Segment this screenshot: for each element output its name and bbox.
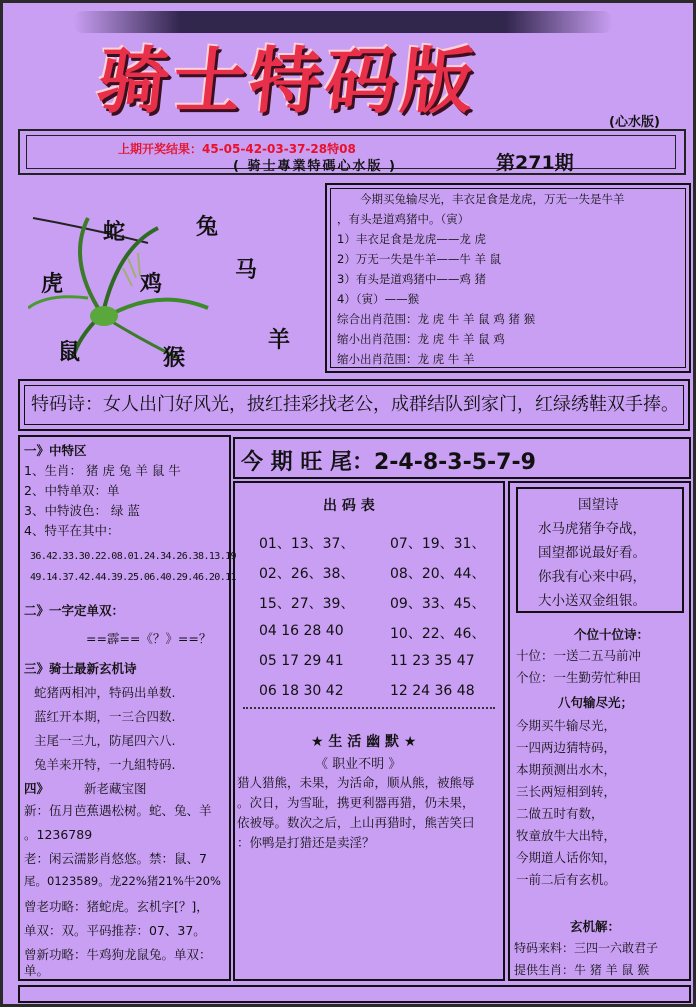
number-cell: 11 23 35 47 xyxy=(390,653,475,669)
text-line: 尾。0123589。龙22%猪21%牛20% xyxy=(24,874,221,888)
divider xyxy=(243,707,495,709)
puzzle-line: 3）有头是道鸡猪中——鸡 猪 xyxy=(337,272,486,286)
number-cell: 07、19、31、 xyxy=(390,536,486,552)
zodiac-monkey: 猴 xyxy=(163,346,186,371)
poem-line: 今期买牛输尽光， xyxy=(516,718,617,733)
humor-line: 。次日，为雪耻，携更利器再猎，仍未果， xyxy=(237,795,475,810)
special-poem-box xyxy=(18,379,690,431)
text-line: 单双：双。平码推荐：07、37。 xyxy=(24,923,206,938)
puzzle-line: 缩小出肖范围：龙 虎 牛 羊 鼠 鸡 xyxy=(337,332,505,346)
number-cell: 08、20、44、 xyxy=(390,566,486,582)
list-item: 1、生肖： 猪 虎 兔 羊 鼠 牛 xyxy=(24,463,181,478)
number-cell: 15、27、39、 xyxy=(259,596,355,612)
zodiac-rabbit: 兔 xyxy=(196,215,219,240)
section-title: 一》中特区 xyxy=(24,443,87,458)
zodiac-tiger: 虎 xyxy=(41,272,64,297)
text-line: 曾老功略：猪蛇虎。玄机字[？]， xyxy=(24,899,209,914)
hot-tail-box xyxy=(233,437,691,479)
list-item: 4、特平在其中： xyxy=(24,523,120,538)
edition-label: (心水版) xyxy=(609,115,660,130)
number-cell: 10、22、46、 xyxy=(390,626,486,642)
section-title: 玄机解： xyxy=(570,919,621,934)
poem-line: 本期预测出水木， xyxy=(516,762,617,777)
text-line: 个位：一生勤劳忙种田 xyxy=(516,670,642,685)
text-line: 曾新功略：牛鸡狗龙鼠兔。单双： xyxy=(24,947,212,962)
poem-line: 一前二后有玄机。 xyxy=(516,872,617,887)
puzzle-line: 2）万无一失是牛羊——牛 羊 鼠 xyxy=(337,252,502,266)
poem-line: 蛇猪两相冲，特码出单数. xyxy=(34,685,176,700)
zodiac-snake: 蛇 xyxy=(103,220,126,245)
poem-line: 大小送双金组银。 xyxy=(538,593,646,609)
list-item: 2、中特单双：单 xyxy=(24,483,120,498)
section-title: 个位十位诗： xyxy=(574,627,650,642)
humor-subtitle: 《 职业不明 》 xyxy=(315,757,402,772)
page-title: 骑士特码版 xyxy=(92,39,482,123)
puzzle-box xyxy=(325,183,691,373)
poem-title: 国望诗 xyxy=(578,497,619,513)
hot-tail-numbers: 今 期 旺 尾：2-4-8-3-5-7-9 xyxy=(241,450,536,475)
number-cell: 02、26、38、 xyxy=(259,566,355,582)
puzzle-line: 缩小出肖范围：龙 虎 牛 羊 xyxy=(337,352,475,366)
puzzle-line: 1）丰衣足食是龙虎——龙 虎 xyxy=(337,232,486,246)
text-line: 单。 xyxy=(24,963,50,978)
list-item: 3、中特波色： 绿 蓝 xyxy=(24,503,140,518)
poem-line: 主尾一三九，防尾四六八. xyxy=(34,733,176,748)
footer-bar xyxy=(18,985,691,1003)
text-line: 。1236789 xyxy=(24,827,93,842)
special-poem: 特码诗：女人出门好风光，披红挂彩找老公，成群结队到家门，红绿绣鞋双手捧。 xyxy=(24,385,684,425)
issue-number: 第271期 xyxy=(496,152,574,174)
text-line: 老：闲云濡影肖悠悠。禁：鼠、7 xyxy=(24,851,207,866)
number-cell: 09、33、45、 xyxy=(390,596,486,612)
zodiac-rat: 鼠 xyxy=(58,340,81,365)
riddle-text: ==霹==《？》==？ xyxy=(86,631,212,646)
section-subtitle: 新老藏宝图 xyxy=(84,781,147,796)
text-line: 十位：一送二五马前冲 xyxy=(516,648,642,663)
poem-line: 你我有心来中码， xyxy=(538,569,646,585)
text-line: 提供生肖：牛 猪 羊 鼠 猴 xyxy=(514,963,650,977)
center-column xyxy=(233,481,505,981)
text-line: 特码来料：三四一六敢君子 xyxy=(514,941,659,955)
number-cell: 05 17 29 41 xyxy=(259,653,344,669)
number-cell: 04 16 28 40 xyxy=(259,623,344,639)
zodiac-rooster: 鸡 xyxy=(140,272,163,297)
poem-line: 兔羊来开特，一九組特码. xyxy=(34,757,176,772)
number-cell: 06 18 30 42 xyxy=(259,683,344,699)
puzzle-line: 综合出肖范围：龙 虎 牛 羊 鼠 鸡 猪 猴 xyxy=(337,312,536,326)
zodiac-horse: 马 xyxy=(235,258,258,283)
number-list: 36.42.33.30.22.08.01.24.34.26.38.13.19 xyxy=(30,551,236,562)
poem-line: 蓝红开本期，一三合四数. xyxy=(34,709,176,724)
poem-line: 今期道人话你知， xyxy=(516,850,617,865)
zodiac-goat: 羊 xyxy=(268,328,291,353)
left-column xyxy=(18,435,236,981)
text-line: 新：伍月芭蕉遇松树。蛇、兔、羊 xyxy=(24,803,212,818)
section-title: 八句输尽光； xyxy=(558,695,634,710)
guowang-poem-box xyxy=(516,487,684,613)
number-cell: 01、13、37、 xyxy=(259,536,355,552)
poem-line: 三长两短相到转， xyxy=(516,784,617,799)
number-list: 49.14.37.42.44.39.25.06.40.29.46.20.11 xyxy=(30,572,236,583)
poem-line: 牧童放牛大出特， xyxy=(516,828,617,843)
humor-line: ：你鸭是打猎还是卖淫？ xyxy=(237,835,375,850)
humor-line: 猎人猎熊，未果，为活命，顺从熊，被熊辱 xyxy=(237,775,475,790)
poem-line: 国望都说最好看。 xyxy=(538,545,646,561)
section-title: 三》骑士最新玄机诗 xyxy=(24,661,137,676)
poem-line: 一四两边猜特码， xyxy=(516,740,617,755)
section-title: 二》一字定单双： xyxy=(24,603,125,618)
humor-title: ★ 生 活 幽 默 ★ xyxy=(311,734,417,750)
puzzle-line: 今期买兔输尽光，丰衣足食是龙虎，万无一失是牛羊 xyxy=(337,192,625,206)
section-title: 四》 xyxy=(24,781,50,796)
humor-line: 依被辱。数次之后，上山再猎时，熊苦笑曰 xyxy=(237,815,475,830)
number-cell: 12 24 36 48 xyxy=(390,683,475,699)
puzzle-line: ，有头是道鸡猪中。（寅） xyxy=(337,212,470,226)
poem-line: 水马虎猪争夺战， xyxy=(538,521,646,537)
right-column xyxy=(508,481,691,981)
output-table-title: 出 码 表 xyxy=(323,498,375,514)
last-result: 上期开奖结果：45-05-42-03-37-28特08 xyxy=(118,142,356,156)
poem-line: 二做五时有数， xyxy=(516,806,604,821)
subtitle: ( 骑士專業特碼心水版 ) xyxy=(233,159,397,174)
puzzle-line: 4）（寅）——猴 xyxy=(337,292,420,306)
